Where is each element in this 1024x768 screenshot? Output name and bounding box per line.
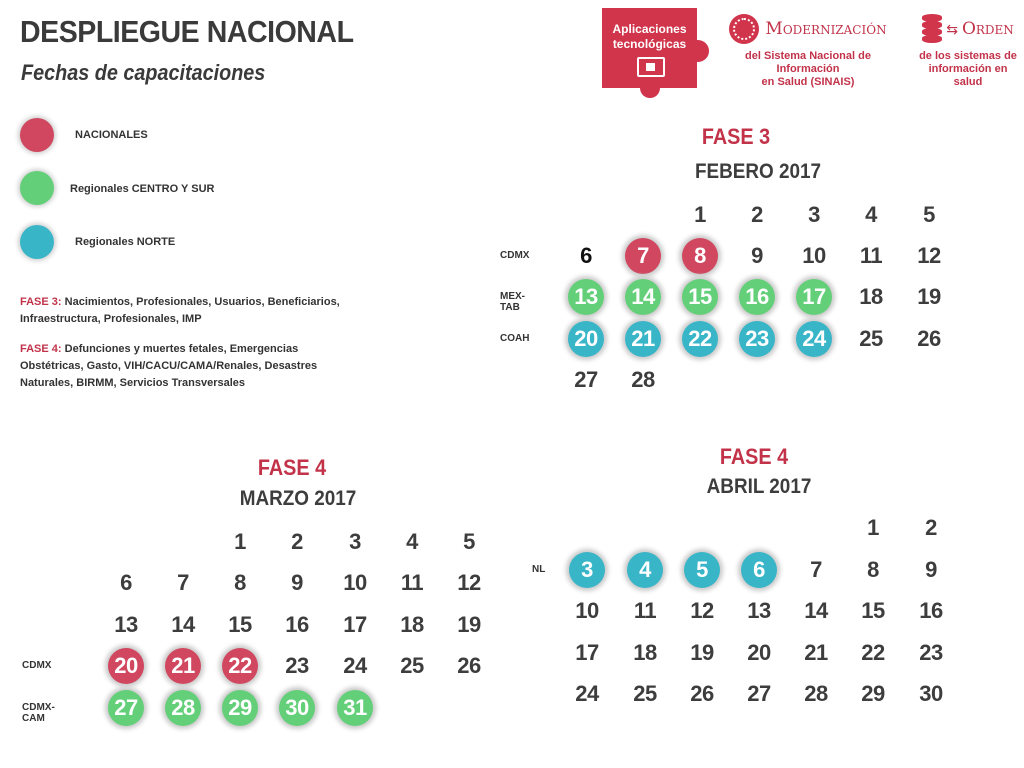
calendar-day: 28 (804, 681, 828, 706)
modernizacion-word: Modernización (765, 19, 887, 39)
calendar-day: 28 (165, 690, 201, 726)
calendar-day: 8 (234, 570, 246, 595)
legend-label-nacionales: NACIONALES (75, 129, 148, 141)
row-label: NL (532, 564, 546, 575)
fase3-description (20, 294, 360, 328)
calendar-day: 25 (859, 326, 883, 351)
calendar-day: 21 (165, 648, 201, 684)
calendar-day: 17 (343, 612, 367, 637)
row-label: COAH (500, 333, 530, 344)
calendar-day: 23 (919, 640, 943, 665)
monitor-icon (637, 57, 665, 77)
orden-word: Orden (961, 19, 1014, 39)
calendar-day: 26 (457, 653, 481, 678)
calendar-day: 12 (690, 598, 714, 623)
calendar-day: 25 (400, 653, 424, 678)
arrow-icon: ⇆ (946, 20, 958, 37)
fase3-label: FASE 3: (20, 296, 62, 308)
fase4-label: FASE 4: (20, 343, 62, 355)
legend-label-norte: Regionales NORTE (75, 236, 176, 248)
row-label: MEX-TAB (500, 291, 525, 313)
calendar-day: 11 (400, 570, 424, 595)
database-icon (922, 14, 942, 44)
calendar-phase: FASE 4 (257, 455, 327, 480)
calendar-day: 15 (228, 612, 252, 637)
calendar-day: 17 (575, 640, 599, 665)
calendar-day: 2 (291, 529, 303, 554)
calendar-day: 19 (917, 284, 941, 309)
calendar-day: 7 (177, 570, 189, 595)
calendar-day: 3 (569, 552, 605, 588)
legend-dot-centro-sur (20, 171, 54, 205)
calendar-day: 1 (867, 515, 879, 540)
calendar-phase: FASE 4 (719, 444, 789, 469)
calendar-day: 9 (291, 570, 303, 595)
calendar-phase: FASE 3 (701, 124, 771, 149)
row-label: CDMX-CAM (22, 702, 55, 724)
modernizacion-logo (728, 14, 888, 89)
calendar-day: 19 (690, 640, 714, 665)
calendar-day: 27 (108, 690, 144, 726)
modernizacion-caption-2: en Salud (SINAIS) (761, 76, 855, 88)
calendar-day: 4 (627, 552, 663, 588)
calendar-month: MARZO 2017 (239, 487, 357, 510)
apps-logo-line1: Aplicaciones (612, 22, 687, 36)
calendar-day: 2 (751, 202, 763, 227)
calendar-day: 14 (804, 598, 828, 623)
calendar-day: 4 (865, 202, 877, 227)
calendar-day: 15 (682, 279, 718, 315)
legend-label-centro-sur: Regionales CENTRO Y SUR (70, 183, 215, 195)
calendar-day: 24 (796, 321, 832, 357)
calendar-day: 27 (747, 681, 771, 706)
calendar-day: 16 (919, 598, 943, 623)
calendar-day: 20 (747, 640, 771, 665)
calendar-day: 18 (400, 612, 424, 637)
calendar-day: 8 (682, 238, 718, 274)
calendar-day: 10 (575, 598, 599, 623)
calendar-day: 5 (463, 529, 475, 554)
calendar-day: 4 (406, 529, 418, 554)
fase3-text: Nacimientos, Profesionales, Usuarios, Beneficiarios, Infraestructura, Profesionales, IMP (20, 296, 340, 325)
calendar-day: 10 (802, 243, 826, 268)
calendar-day: 9 (751, 243, 763, 268)
calendar-day: 7 (810, 557, 822, 582)
calendar-day: 21 (625, 321, 661, 357)
calendar-day: 13 (568, 279, 604, 315)
legend-dot-nacionales (20, 118, 54, 152)
calendar-day: 9 (925, 557, 937, 582)
calendar-day: 6 (741, 552, 777, 588)
calendar-day: 29 (222, 690, 258, 726)
apps-logo (602, 8, 697, 88)
calendar-day: 13 (114, 612, 138, 637)
calendar-day: 31 (337, 690, 373, 726)
calendar-day: 13 (747, 598, 771, 623)
modernizacion-caption-1: del Sistema Nacional de Información (745, 50, 871, 75)
calendar-day: 30 (919, 681, 943, 706)
calendar-day: 17 (796, 279, 832, 315)
calendar-day: 28 (631, 367, 655, 392)
calendar-day: 22 (222, 648, 258, 684)
calendar-day: 1 (694, 202, 706, 227)
calendar-day: 20 (108, 648, 144, 684)
calendar-day: 6 (580, 243, 592, 268)
calendar-day: 16 (739, 279, 775, 315)
calendar-day: 14 (171, 612, 195, 637)
calendar-day: 18 (859, 284, 883, 309)
page-subtitle: Fechas de capacitaciones (21, 60, 266, 85)
calendar-day: 22 (861, 640, 885, 665)
row-label: CDMX (500, 250, 530, 261)
calendar-day: 2 (925, 515, 937, 540)
calendar-month: ABRIL 2017 (706, 475, 812, 498)
calendar-day: 20 (568, 321, 604, 357)
page-title: DESPLIEGUE NACIONAL (20, 14, 354, 49)
calendar-day: 26 (917, 326, 941, 351)
calendar-day: 6 (120, 570, 132, 595)
calendar-day: 3 (808, 202, 820, 227)
calendar-day: 10 (343, 570, 367, 595)
calendar-day: 29 (861, 681, 885, 706)
calendar-month: FEBERO 2017 (694, 160, 822, 183)
calendar-day: 5 (684, 552, 720, 588)
calendar-day: 15 (861, 598, 885, 623)
calendar-day: 8 (867, 557, 879, 582)
calendar-day: 22 (682, 321, 718, 357)
calendar-day: 30 (279, 690, 315, 726)
fase4-text: Defunciones y muertes fetales, Emergencias Obstétricas, Gasto, VIH/CACU/CAMA/Renales, Desastres Naturales, BIRMM, Servicios Transversales (20, 343, 318, 389)
calendar-day: 14 (625, 279, 661, 315)
calendar-day: 23 (285, 653, 309, 678)
calendar-day: 18 (633, 640, 657, 665)
legend-dot-norte (20, 225, 54, 259)
apps-logo-line2: tecnológicas (612, 37, 687, 51)
fase4-description (20, 341, 340, 392)
calendar-day: 12 (917, 243, 941, 268)
calendar-day: 16 (285, 612, 309, 637)
calendar-day: 24 (343, 653, 367, 678)
calendar-day: 24 (575, 681, 599, 706)
calendar-day: 1 (234, 529, 246, 554)
orden-caption-1: de los sistemas de (919, 50, 1017, 62)
calendar-day: 7 (625, 238, 661, 274)
calendar-day: 19 (457, 612, 481, 637)
orden-logo (916, 14, 1020, 89)
calendar-day: 21 (804, 640, 828, 665)
calendar-day: 27 (574, 367, 598, 392)
calendar-day: 11 (859, 243, 883, 268)
orden-caption-2: información en salud (928, 63, 1008, 88)
calendar-day: 11 (633, 598, 657, 623)
calendar-day: 26 (690, 681, 714, 706)
calendar-day: 3 (349, 529, 361, 554)
calendar-day: 5 (923, 202, 935, 227)
calendar-day: 25 (633, 681, 657, 706)
calendar-day: 12 (457, 570, 481, 595)
globe-icon (729, 14, 759, 44)
calendar-day: 23 (739, 321, 775, 357)
row-label: CDMX (22, 660, 52, 671)
